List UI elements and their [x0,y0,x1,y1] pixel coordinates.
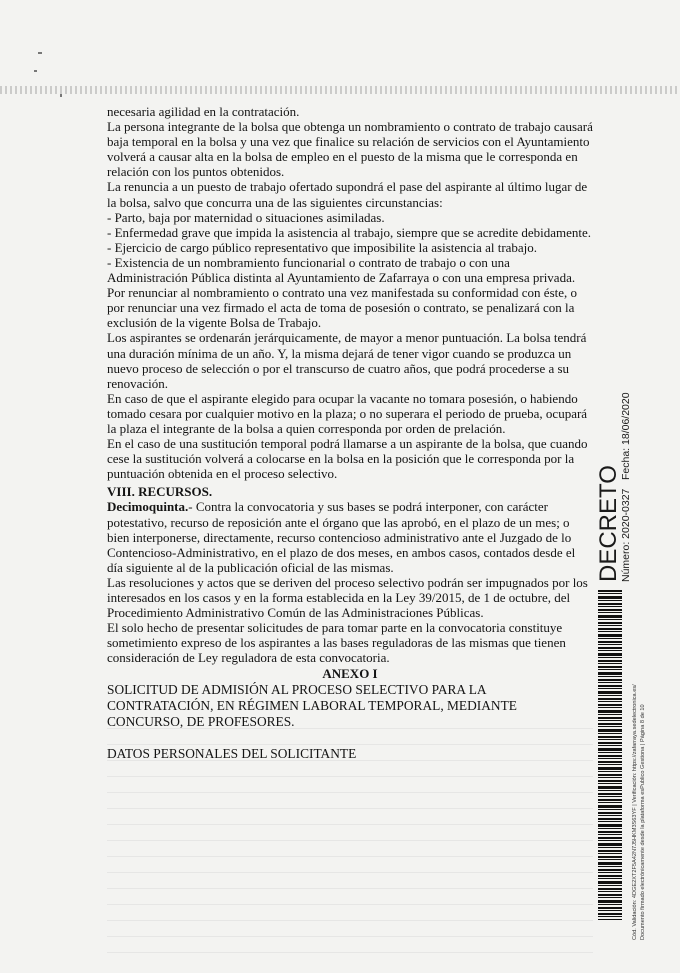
bleed-through-text [107,728,593,968]
decree-stamp [596,382,636,582]
paragraph: La renuncia a un puesto de trabajo ofertado supondrá el pase del aspirante al último lugar de la bolsa, salvo que concurra una de las siguientes circunstancias: [107,179,588,210]
list-item: - Parto, baja por maternidad o situaciones asimiladas. [107,209,385,225]
validation-note-graphic [628,600,658,940]
paragraph: En caso de que el aspirante elegido para ocupar la vacante no tomara posesión, o habiendo tomado cesara por cualquier motivo en la plaza; o no superara el periodo de prueba, ocupará la plaza el integrante de la bolsa a quien corresponda por orden de prelación. [107,390,588,436]
scan-speck [60,94,62,97]
paragraph: Los aspirantes se ordenarán jerárquicamente, de mayor a menor puntuación. La bolsa tendrá una duración mínima de un año. Y, la misma dejará de tener vigor cuando se produzca un nuevo proceso de selección o por el transcurso de cuatro años, que podrá procederse a su renovación. [107,330,587,391]
paragraph: El solo hecho de presentar solicitudes de para tomar parte en la convocatoria constituye sometimiento expreso de los aspirantes a las bases reguladoras de las mismas que tienen consideración de Ley reguladora de esta convocatoria. [107,620,566,666]
section-heading: VIII. RECURSOS. [107,484,213,500]
paragraph: En el caso de una sustitución temporal podrá llamarse a un aspirante de la bolsa, que cuando cese la sustitución volverá a colocarse en la bolsa en la posición que le corresponda por la puntuación obtenida en el proceso selectivo. [107,436,588,482]
scan-top-band [0,86,680,94]
electronic-signature-note: Documento firmado electrónicamente desde la plataforma esPublico Gestiona | Página 8 de 10 [640,704,646,940]
annex-title: ANEXO I [322,666,378,682]
list-item: - Ejercicio de cargo público representativo que imposibilite la asistencia al trabajo. [107,239,538,255]
paragraph: La persona integrante de la bolsa que obtenga un nombramiento o contrato de trabajo causará baja temporal en la bolsa y una vez que finalice su relación de servicios con el Ayuntamiento volverá a causar alta en la bolsa de empleo en el puesto de la misma que le corresponda en relación con los puntos obtenidos. [107,119,593,180]
recursos-paragraph [107,499,593,574]
list-item: - Enfermedad grave que impida la asistencia al trabajo, siempre que se acredite debidamente. [107,224,592,240]
recursos-text: - Contra la convocatoria y sus bases se podrá interponer, con carácter potestativo, recurso de reposición ante el órgano que las aprobó, en el plazo de un mes; o bien interponerse, directamente, recurso contencioso administrativo ante el Juzgado de lo Contencioso-Administrativo, en el plazo de dos meses, en ambos casos, contados desde el día siguiente al de la publicación oficial de las mismas. [107,499,576,575]
paragraph: Por renunciar al nombramiento o contrato una vez manifestada su conformidad con éste, o por renunciar una vez firmado el acta de toma de posesión o contrato, se penalizará con la exclusión de la vigente Bolsa de Trabajo. [107,285,578,331]
decree-stamp-graphic [596,382,636,582]
validation-code: Cód. Validación: 4DGE2XT2F5A42N7J5HKM3S63YF | Verificación: https://zafarraya.sedelectronica.es/ [632,684,638,940]
annex-section-title: DATOS PERSONALES DEL SOLICITANTE [107,745,357,761]
document-body [107,104,593,762]
paragraph: necesaria agilidad en la contratación. [107,104,300,119]
decree-number: Número: 2020-0327 [620,488,632,582]
decree-date: Fecha: 18/06/2020 [620,392,632,480]
decree-label: DECRETO [595,465,622,582]
validation-note [628,600,658,940]
scan-speck [34,70,37,72]
barcode [598,590,622,920]
recursos-lead: Decimoquinta. [107,499,189,515]
scan-speck [38,52,42,54]
annex-heading: SOLICITUD DE ADMISIÓN AL PROCESO SELECTIVO PARA LA CONTRATACIÓN, EN RÉGIMEN LABORAL TEMPORAL, MEDIANTE CONCURSO, DE PROFESORES. [107,681,517,729]
list-item: - Existencia de un nombramiento funcionarial o contrato de trabajo o con una Administración Pública distinta al Ayuntamiento de Zafarraya o con una empresa privada. [107,254,576,286]
paragraph: Las resoluciones y actos que se deriven del proceso selectivo podrán ser impugnados por los interesados en los casos y en la forma establecida en la Ley 39/2015, de 1 de octubre, del Procedimiento Administrativo Común de las Administraciones Públicas. [107,574,588,621]
